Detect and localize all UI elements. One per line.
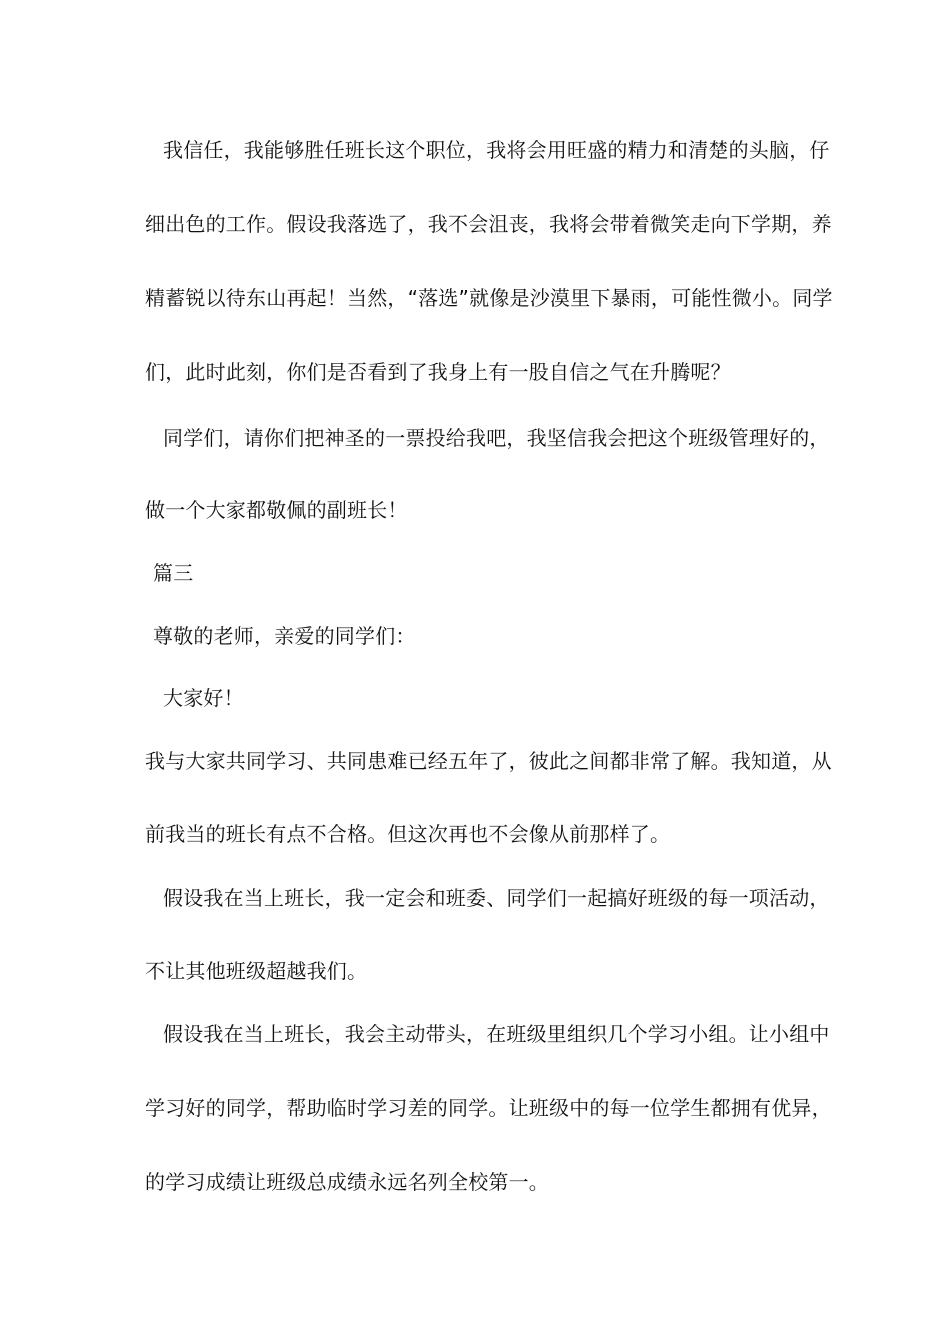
paragraph-line: 假设我在当上班长，我会主动带头，在班级里组织几个学习小组。让小组中	[163, 1022, 830, 1046]
paragraph-line: 前我当的班长有点不合格。但这次再也不会像从前那样了。	[145, 822, 671, 846]
paragraph-line: 不让其他班级超越我们。	[145, 959, 368, 983]
paragraph-line: 们，此时此刻，你们是否看到了我身上有一股自信之气在升腾呢？	[145, 360, 731, 384]
paragraph-line: 的学习成绩让班级总成绩永远名列全校第一。	[145, 1170, 549, 1194]
paragraph-line: 我信任，我能够胜任班长这个职位，我将会用旺盛的精力和清楚的头脑，仔	[163, 138, 830, 162]
paragraph-line: 精蓄锐以待东山再起！当然，“落选”就像是沙漠里下暴雨，可能性微小。同学	[145, 286, 833, 310]
section-heading: 篇三	[153, 561, 194, 585]
salutation: 尊敬的老师，亲爱的同学们：	[153, 624, 416, 648]
greeting: 大家好！	[163, 686, 244, 710]
paragraph-line: 细出色的工作。假设我落选了，我不会沮丧，我将会带着微笑走向下学期，养	[145, 212, 832, 236]
paragraph-line: 同学们，请你们把神圣的一票投给我吧，我坚信我会把这个班级管理好的，	[163, 426, 830, 450]
paragraph-line: 我与大家共同学习、共同患难已经五年了，彼此之间都非常了解。我知道，从	[145, 749, 832, 773]
paragraph-line: 学习好的同学，帮助临时学习差的同学。让班级中的每一位学生都拥有优异，	[145, 1096, 832, 1120]
paragraph-line: 假设我在当上班长，我一定会和班委、同学们一起搞好班级的每一项活动，	[163, 886, 830, 910]
paragraph-line: 做一个大家都敬佩的副班长！	[145, 498, 408, 522]
